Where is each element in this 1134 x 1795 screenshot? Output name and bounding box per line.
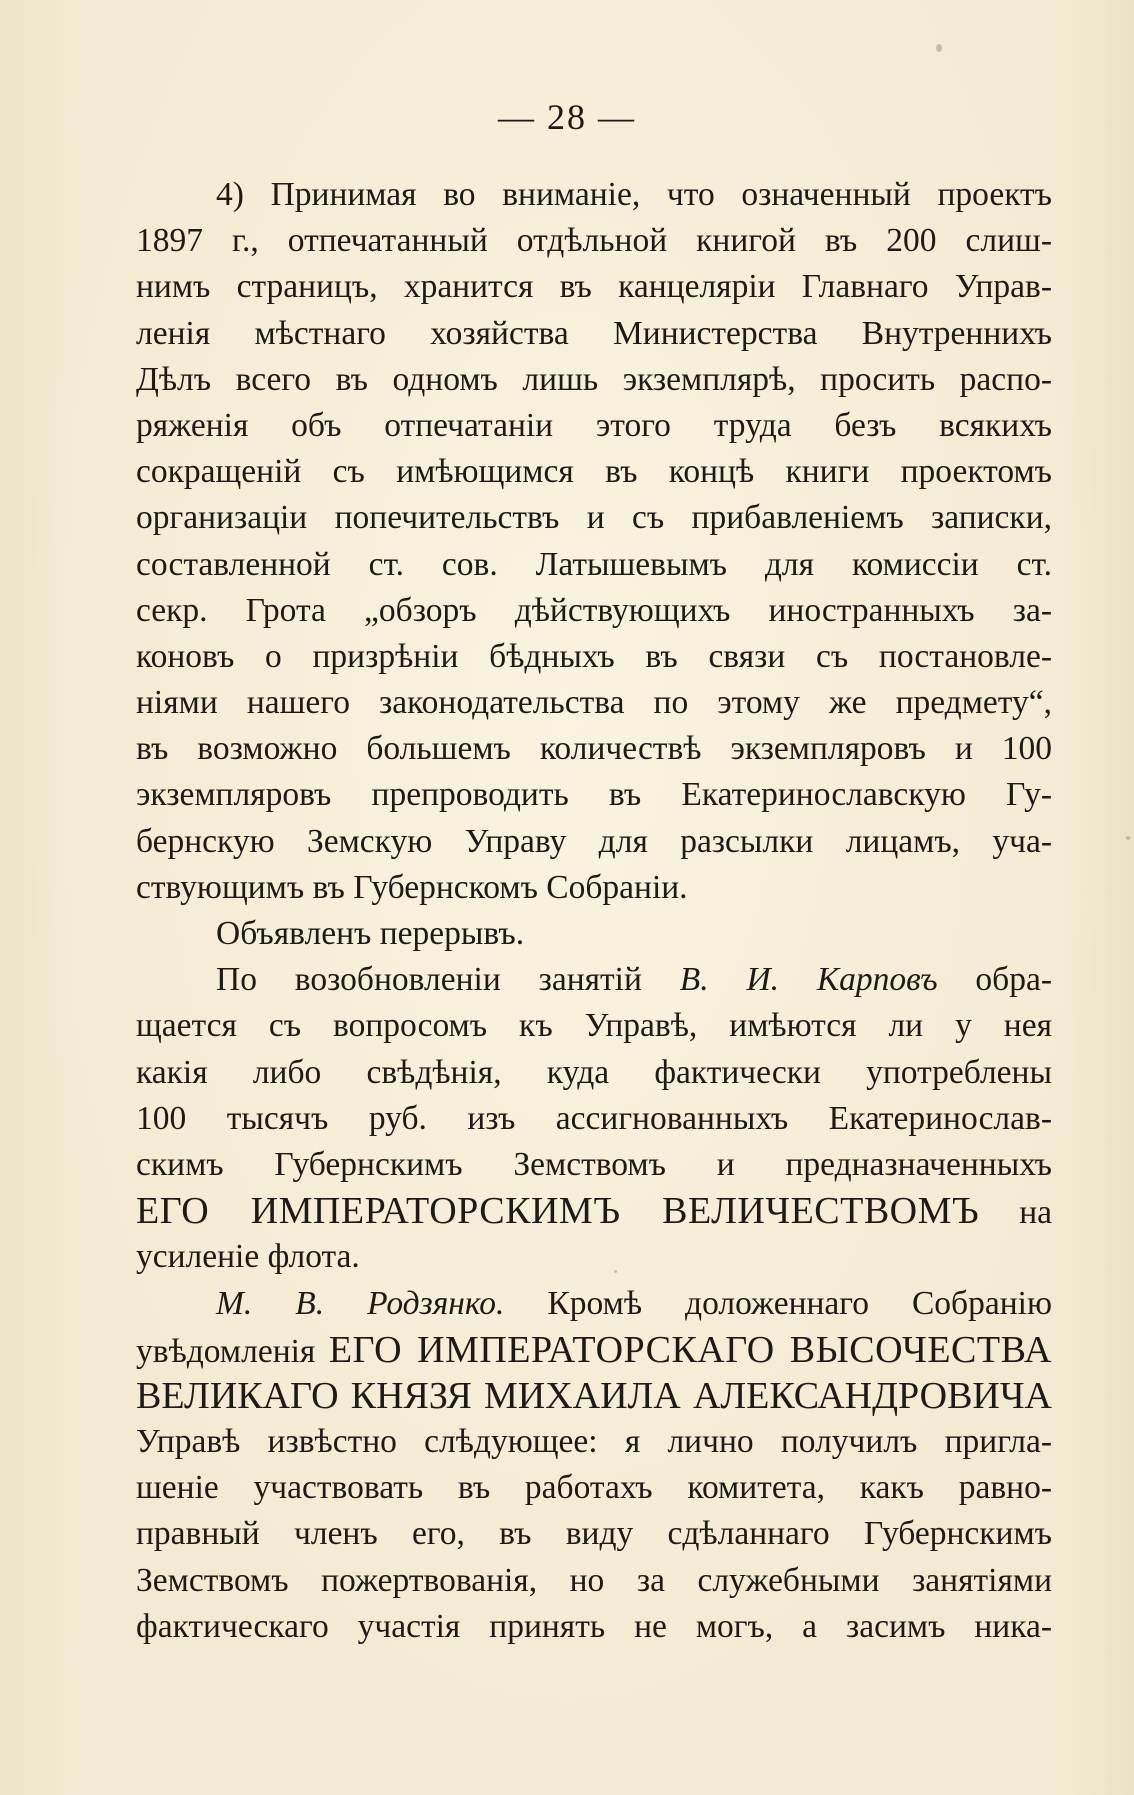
- text-line: ніями нашего законодательства по этому же предмету“,: [136, 684, 1052, 722]
- text-line: ленія мѣстнаго хозяйства Министерства Внутреннихъ: [136, 314, 1052, 352]
- text-run: Кромѣ доложеннаго Собранію: [504, 1284, 1052, 1322]
- text-line: фактическаго участія принять не могъ, а засимъ ника-: [136, 1607, 1052, 1645]
- text-line: коновъ о призрѣніи бѣдныхъ въ связи съ постановле-: [136, 637, 1052, 675]
- text-line: [136, 957, 1052, 1003]
- text-line: Дѣлъ всего въ одномъ лишь экземплярѣ, просить распо-: [136, 360, 1052, 398]
- text-line: организаціи попечительствъ и съ прибавленіемъ записки,: [136, 499, 1052, 537]
- text-run: на: [1019, 1194, 1052, 1232]
- text-line: Объявленъ перерывъ.: [216, 915, 525, 952]
- text-run: обра-: [937, 961, 1052, 999]
- text-run: По возобновленіи занятій: [216, 961, 680, 999]
- text-line: ряженія объ отпечатаніи этого труда безъ всякихъ: [136, 406, 1052, 444]
- text-line: нимъ страницъ, хранится въ канцеляріи Главнаго Управ-: [136, 268, 1052, 306]
- text-line: секр. Грота „обзоръ дѣйствующихъ иностранныхъ за-: [136, 591, 1052, 629]
- text-line: правный членъ его, въ виду сдѣланнаго Губернскимъ: [136, 1515, 1052, 1553]
- body-text: [136, 172, 1052, 1650]
- text-line: [136, 1281, 1052, 1327]
- text-line: сокращеній съ имѣющимся въ концѣ книги проектомъ: [136, 453, 1052, 491]
- text-line: щается съ вопросомъ къ Управѣ, имѣются ли у нея: [136, 1007, 1052, 1045]
- text-line: Управѣ извѣстно слѣдующее: я лично получилъ пригла-: [136, 1423, 1052, 1461]
- text-run: увѣдомленія: [136, 1332, 329, 1370]
- caps-title-line: ВЕЛИКАГО КНЯЗЯ МИХАИЛА АЛЕКСАНДРОВИЧА: [136, 1374, 1052, 1417]
- text-line: скимъ Губернскимъ Земствомъ и предназначенныхъ: [136, 1145, 1052, 1183]
- paper-speck: [936, 44, 942, 52]
- page-number: — 28 —: [498, 97, 636, 137]
- speaker-name: В. И. Карповъ: [679, 961, 938, 999]
- text-line: Земствомъ пожертвованія, но за служебными занятіями: [136, 1561, 1052, 1599]
- text-line: шеніе участвовать въ работахъ комитета, какъ равно-: [136, 1469, 1052, 1507]
- text-line: усиленіе флота.: [136, 1238, 360, 1276]
- speaker-name: М. В. Родзянко.: [216, 1284, 505, 1322]
- text-line: составленной ст. сов. Латышевымъ для комиссіи ст.: [136, 545, 1052, 583]
- text-line: [136, 1327, 1052, 1373]
- paper-speck: [614, 1270, 617, 1273]
- text-line: бернскую Земскую Управу для разсылки лицамъ, уча-: [136, 822, 1052, 860]
- paper-speck: [1126, 836, 1130, 840]
- text-line: экземпляровъ препроводить въ Екатеринославскую Гу-: [136, 776, 1052, 814]
- text-line: какія либо свѣдѣнія, куда фактически употреблены: [136, 1053, 1052, 1091]
- text-line: [136, 1188, 1052, 1234]
- text-line: 1897 г., отпечатанный отдѣльной книгой въ 200 слиш-: [136, 222, 1052, 260]
- text-line: 100 тысячъ руб. изъ ассигнованныхъ Екатеринослав-: [136, 1099, 1052, 1137]
- text-line: 4) Принимая во вниманіе, что означенный проектъ: [216, 176, 1052, 213]
- text-line: въ возможно большемъ количествѣ экземпляровъ и 100: [136, 730, 1052, 768]
- caps-title: ЕГО ИМПЕРАТОРСКАГО ВЫСОЧЕСТВА: [328, 1328, 1052, 1371]
- caps-title: ЕГО ИМПЕРАТОРСКИМЪ ВЕЛИЧЕСТВОМЪ: [136, 1190, 980, 1233]
- text-line: ствующимъ въ Губернскомъ Собраніи.: [136, 868, 688, 906]
